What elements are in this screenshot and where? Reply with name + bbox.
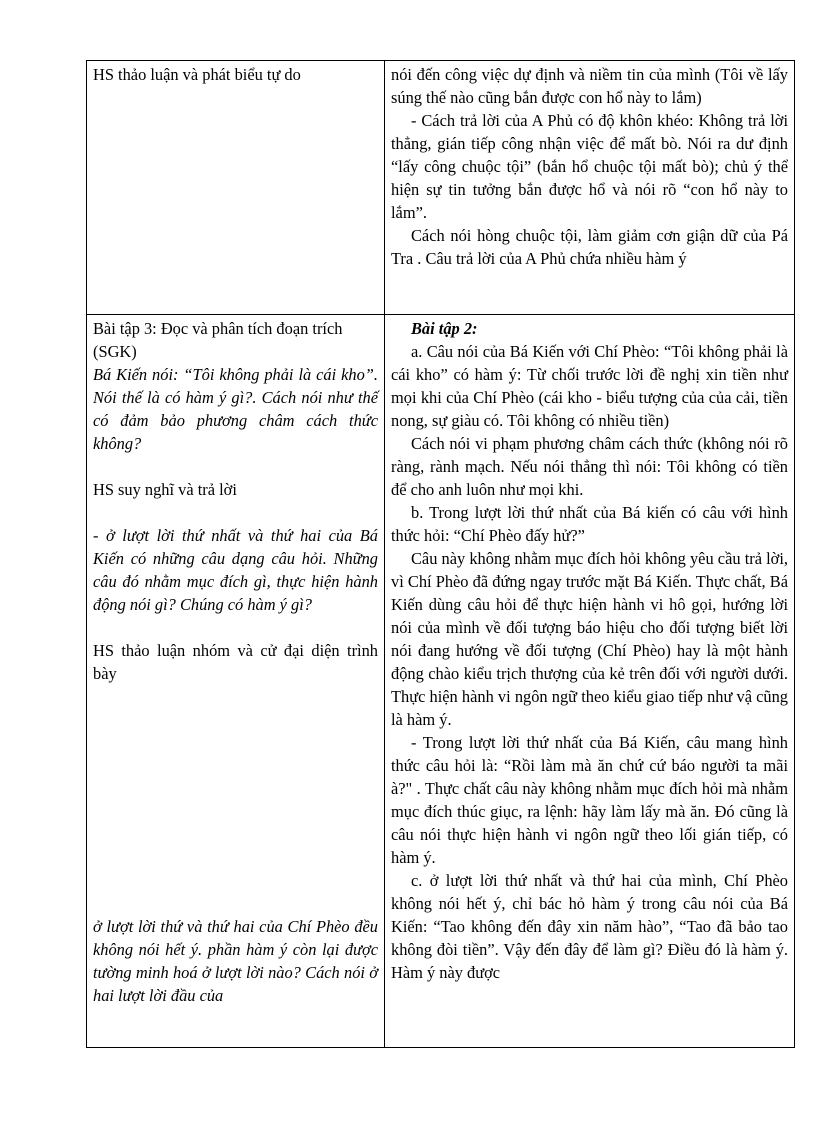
right-cell [385, 61, 795, 315]
answer-paragraph: Câu này không nhằm mục đích hỏi không yêu cầu trả lời, vì Chí Phèo đã đứng ngay trước mặt Bá Kiến. Thực chất, Bá Kiến dùng câu hỏi để thực hiện hành vi hô gọi, hướng lời nói của mình về đối tượng báo hiệu cho đối tượng biết lời nói đang hướng về đối tượng (Chí Phèo) hay là một hành động chào kiểu trịch thượng của kẻ trên đối với người dưới. Thực hiện hành vi ngôn ngữ theo kiểu giao tiếp như vậ cũng là hàm ý. [391, 549, 788, 729]
discussion-instruction: HS thảo luận và phát biểu tự do [93, 65, 301, 84]
answer-paragraph: Cách nói vi phạm phương châm cách thức (không nói rõ ràng, rành mạch. Nếu nói thẳng thì nói: Tôi không có tiền để cho anh luôn như mọi khi. [391, 434, 788, 499]
table-row [87, 315, 795, 1048]
answer-paragraph: b. Trong lượt lời thứ nhất của Bá kiến có câu với hình thức hỏi: “Chí Phèo đấy hử?” [391, 503, 788, 545]
exercise-heading: Bài tập 2: [411, 319, 478, 338]
left-cell [87, 61, 385, 315]
table-row [87, 61, 795, 315]
answer-paragraph: - Cách trả lời của A Phủ có độ khôn khéo: Không trả lời thẳng, gián tiếp công nhận việc để mất bò. Nói ra dư định “lấy công chuộc tội” (bắn hổ chuộc tội mất bò); chủ ý thể hiện sự tin tưởng bắn được hổ và nói rõ “con hổ này to lắm”. [391, 111, 788, 222]
answer-paragraph: c. ở lượt lời thứ nhất và thứ hai của mình, Chí Phèo không nói hết ý, chỉ bác hỏ hàm ý trong câu nói của Bá Kiến: “Tao không đến đây xin năm hào”, “Tao đã bảo tao không đòi tiền”. Vậy đến đây để làm gì? Điều đó là hàm ý. Hàm ý này được [391, 871, 788, 982]
question-text: ở lượt lời thứ và thứ hai của Chí Phèo đều không nói hết ý. phần hàm ý còn lại được tường minh hoá ở lượt lời nào? Cách nói ở hai lượt lời đầu của [93, 917, 378, 1005]
content-table [86, 60, 795, 1048]
left-cell [87, 315, 385, 1048]
question-text: Bá Kiến nói: “Tôi không phải là cái kho”. Nói thế là có hàm ý gì?. Cách nói như thế có đảm bảo phương châm cách thức không? [93, 365, 378, 453]
answer-paragraph: - Trong lượt lời thứ nhất của Bá Kiến, câu mang hình thức câu hỏi là: “Rồi làm mà ăn chứ cứ báo người ta mãi à?" . Thực chất câu này không nhằm mục đích hỏi mà nhằm mục đích thúc giục, ra lệnh: hãy làm lấy mà ăn. Đó cũng là câu nói thực hiện hành vi ngôn ngữ theo lối gián tiếp, có hàm ý. [391, 733, 788, 867]
answer-paragraph: nói đến công việc dự định và niềm tin của mình (Tôi về lấy súng thế nào cũng bắn được con hổ này to lắm) [391, 65, 788, 107]
student-instruction: HS suy nghĩ và trả lời [93, 480, 237, 499]
question-text: - ở lượt lời thứ nhất và thứ hai của Bá Kiến có những câu dạng câu hỏi. Những câu đó nhằm mục đích gì, thực hiện hành động nói gì? Chúng có hàm ý gì? [93, 526, 378, 614]
answer-paragraph: Cách nói hòng chuộc tội, làm giảm cơn giận dữ của Pá Tra . Câu trả lời của A Phủ chứa nhiều hàm ý [391, 226, 788, 268]
right-cell [385, 315, 795, 1048]
exercise-title: Bài tập 3: Đọc và phân tích đoạn trích (SGK) [93, 319, 343, 361]
student-instruction: HS thảo luận nhóm và cử đại diện trình bày [93, 641, 378, 683]
answer-paragraph: a. Câu nói của Bá Kiến với Chí Phèo: “Tôi không phải là cái kho” có hàm ý: Từ chối trước lời đề nghị xin tiền như mọi khi của Chí Phèo (cái kho - biểu tượng của của cải, tiền nong, sự giàu có. Tôi không có nhiều tiền) [391, 342, 788, 430]
